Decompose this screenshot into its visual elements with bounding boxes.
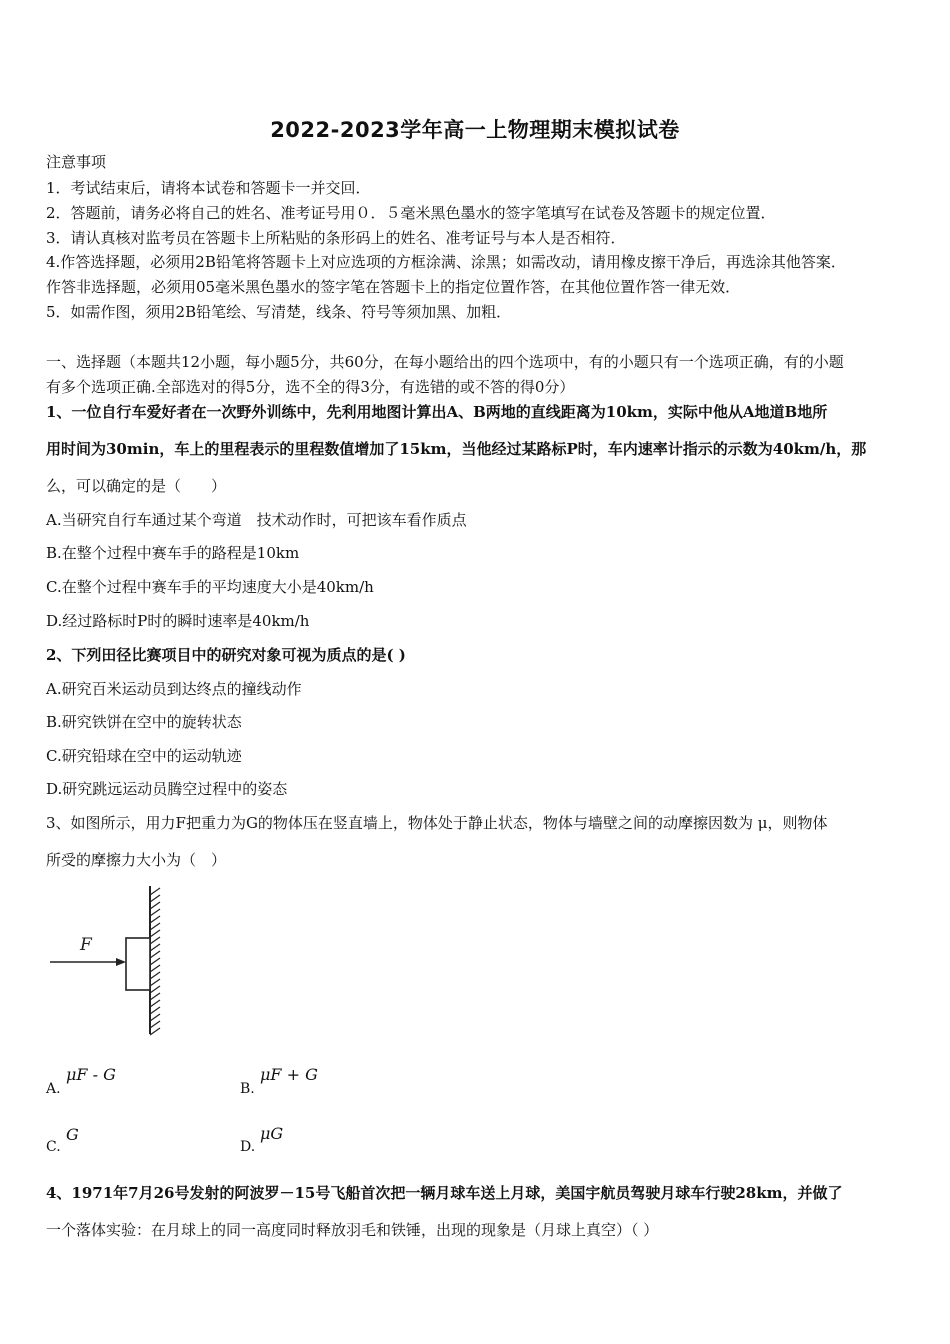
question-1-option-a: A.当研究自行车通过某个弯道 技术动作时，可把该车看作质点 bbox=[46, 511, 467, 529]
question-1-stem: 1、一位自行车爱好者在一次野外训练中，先利用地图计算出A、B两地的直线距离为10km，实际中他从A地道B地所 bbox=[46, 403, 828, 421]
notice-item: 4.作答选择题，必须用2B铅笔将答题卡上对应选项的方框涂满、涂黑；如需改动，请用橡皮擦干净后，再选涂其他答案． bbox=[46, 253, 846, 271]
block bbox=[126, 938, 150, 990]
question-3-option-b-label: B. bbox=[240, 1081, 255, 1097]
question-3-option-a-label: A. bbox=[46, 1081, 61, 1097]
question-4-stem: 一个落体实验：在月球上的同一高度同时释放羽毛和铁锤，出现的现象是（月球上真空）（ ） bbox=[46, 1221, 659, 1239]
force-arrowhead bbox=[116, 958, 126, 966]
question-1-option-c: C.在整个过程中赛车手的平均速度大小是40km/h bbox=[46, 578, 374, 596]
question-2-option-b: B.研究铁饼在空中的旋转状态 bbox=[46, 713, 242, 731]
question-1-stem: 么，可以确定的是（ ） bbox=[46, 477, 227, 495]
question-4-stem: 4、1971年7月26号发射的阿波罗－15号飞船首次把一辆月球车送上月球，美国宇航员驾驶月球车行驶28km，并做了 bbox=[46, 1184, 843, 1202]
question-3-option-b-expr: μF + G bbox=[260, 1065, 318, 1084]
notice-item: 1．考试结束后，请将本试卷和答题卡一并交回． bbox=[46, 179, 371, 197]
section-heading: 有多个选项正确.全部选对的得5分，选不全的得3分，有选错的或不答的得0分） bbox=[46, 378, 575, 396]
question-1-stem: 用时间为30min，车上的里程表示的里程数值增加了15km，当他经过某路标P时，车内速率计指示的示数为40km/h，那 bbox=[46, 440, 867, 458]
question-1-option-d: D.经过路标时P时的瞬时速率是40km/h bbox=[46, 612, 310, 630]
question-3-option-c-label: C. bbox=[46, 1139, 61, 1155]
question-2-option-d: D.研究跳远运动员腾空过程中的姿态 bbox=[46, 780, 288, 798]
question-2-option-a: A.研究百米运动员到达终点的撞线动作 bbox=[46, 680, 302, 698]
notice-item: 5．如需作图，须用2B铅笔绘、写清楚，线条、符号等须加黑、加粗． bbox=[46, 303, 512, 321]
question-1-option-b: B.在整个过程中赛车手的路程是10km bbox=[46, 544, 300, 562]
question-3-option-c-expr: G bbox=[66, 1125, 79, 1144]
question-3-option-d-expr: μG bbox=[260, 1124, 284, 1143]
question-2-stem: 2、下列田径比赛项目中的研究对象可视为质点的是( ) bbox=[46, 646, 406, 664]
section-heading: 一、选择题（本题共12小题，每小题5分，共60分，在每小题给出的四个选项中，有的小题只有一个选项正确，有的小题 bbox=[46, 353, 844, 371]
notice-item: 作答非选择题，必须用05毫米黑色墨水的签字笔在答题卡上的指定位置作答，在其他位置作答一律无效． bbox=[46, 278, 741, 296]
page-title: 2022-2023学年高一上物理期末模拟试卷 bbox=[270, 118, 680, 142]
notice-heading: 注意事项 bbox=[46, 153, 107, 171]
question-3-figure bbox=[44, 884, 174, 1040]
question-3-option-d-label: D. bbox=[240, 1139, 256, 1155]
question-3-stem: 3、如图所示，用力F把重力为G的物体压在竖直墙上，物体处于静止状态，物体与墙壁之间的动摩擦因数为 μ，则物体 bbox=[46, 814, 828, 832]
notice-item: 2．答题前，请务必将自己的姓名、准考证号用０．５毫米黑色墨水的签字笔填写在试卷及答题卡的规定位置． bbox=[46, 204, 776, 222]
question-3-stem: 所受的摩擦力大小为（ ） bbox=[46, 851, 227, 869]
question-3-option-a-expr: μF - G bbox=[66, 1065, 116, 1084]
notice-item: 3．请认真核对监考员在答题卡上所粘贴的条形码上的姓名、准考证号与本人是否相符． bbox=[46, 229, 626, 247]
force-label: F bbox=[80, 935, 92, 955]
wall bbox=[150, 886, 160, 1035]
question-2-option-c: C.研究铅球在空中的运动轨迹 bbox=[46, 747, 242, 765]
